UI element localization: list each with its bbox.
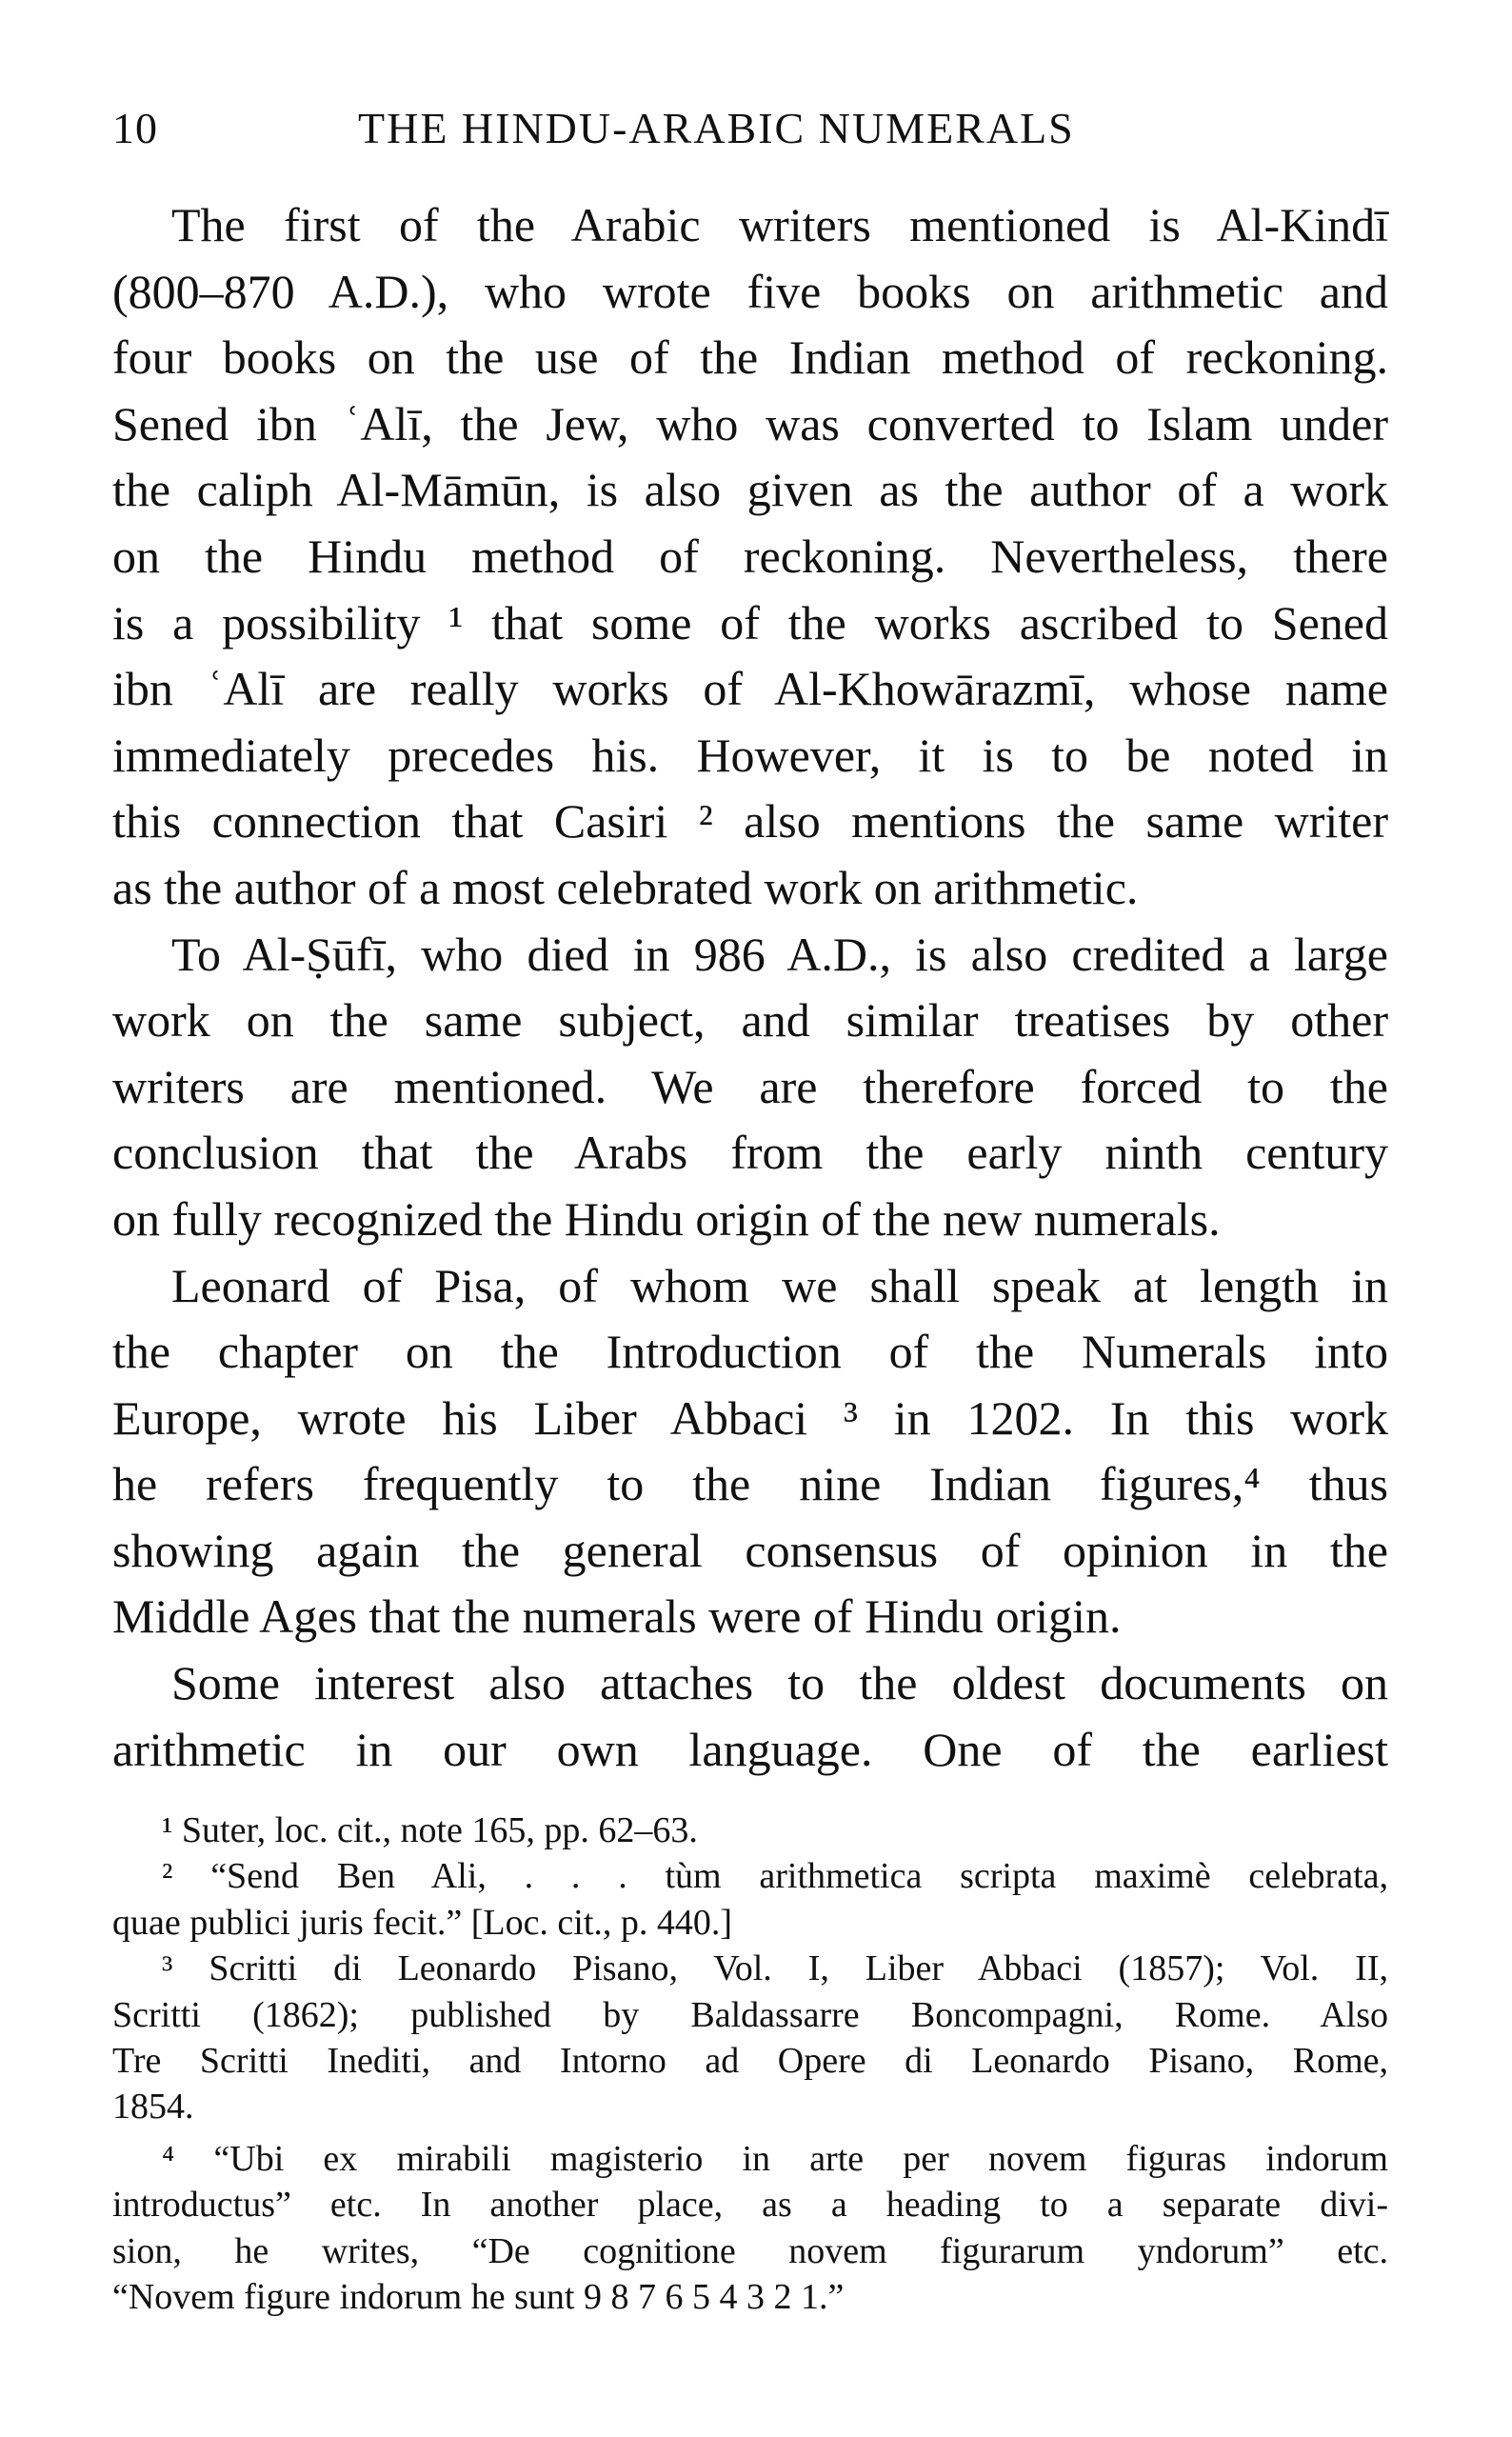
text-line: four books on the use of the Indian method of reckoning.	[112, 330, 1388, 385]
text-line: To Al-Ṣūfī, who died in 986 A.D., is also credited a large	[171, 927, 1388, 981]
page-number: 10	[112, 104, 158, 152]
footnote-line: Scritti (1862); published by Baldassarre Boncompagni, Rome. Also	[112, 1994, 1388, 2035]
text-line: on the Hindu method of reckoning. Nevertheless, there	[112, 529, 1388, 583]
text-line: the chapter on the Introduction of the Numerals into	[112, 1325, 1388, 1379]
text-line: as the author of a most celebrated work on arithmetic.	[112, 860, 1139, 914]
text-line: The first of the Arabic writers mentioned is Al-Kindī	[171, 198, 1388, 251]
text-line: Leonard of Pisa, of whom we shall speak at length in	[171, 1258, 1388, 1312]
text-line: showing again the general consensus of opinion in the	[112, 1523, 1388, 1577]
footnote-line: ³ Scritti di Leonardo Pisano, Vol. I, Liber Abbaci (1857); Vol. II,	[162, 1948, 1388, 1989]
text-line: ibn ʿAlī are really works of Al-Khowārazmī, whose name	[112, 662, 1388, 716]
footnotes	[112, 1808, 1388, 2320]
footnote-line: ¹ Suter, loc. cit., note 165, pp. 62–63.	[162, 1810, 698, 1850]
footnote-line: “Novem figure indorum he sunt 9 8 7 6 5 4 3 2 1.”	[112, 2276, 845, 2317]
text-line: (800–870 A.D.), who wrote five books on arithmetic and	[112, 264, 1388, 318]
text-line: this connection that Casiri ² also mentions the same writer	[112, 794, 1388, 849]
text-line: he refers frequently to the nine Indian figures,⁴ thus	[112, 1457, 1388, 1511]
footnote-line: introductus” etc. In another place, as a heading to a separate divi-	[112, 2185, 1388, 2226]
text-line: Europe, wrote his Liber Abbaci ³ in 1202. In this work	[112, 1390, 1388, 1445]
text-line: is a possibility ¹ that some of the works ascribed to Sened	[112, 595, 1388, 649]
running-header	[112, 103, 1388, 160]
footnote-line: ² “Send Ben Ali, . . . tùm arithmetica scripta maximè celebrata,	[162, 1856, 1388, 1897]
text-line: Sened ibn ʿAlī, the Jew, who was converted to Islam under	[112, 396, 1388, 450]
text-line: writers are mentioned. We are therefore forced to the	[112, 1059, 1388, 1113]
text-line: Some interest also attaches to the oldest documents on	[171, 1656, 1388, 1710]
text-line: the caliph Al-Māmūn, is also given as the author of a work	[112, 463, 1388, 517]
footnote-line: Tre Scritti Inediti, and Intorno ad Opere di Leonardo Pisano, Rome,	[112, 2040, 1388, 2081]
text-line: conclusion that the Arabs from the early ninth century	[112, 1126, 1388, 1180]
text-line: on fully recognized the Hindu origin of the new numerals.	[112, 1191, 1221, 1246]
text-line: Middle Ages that the numerals were of Hindu origin.	[112, 1589, 1122, 1644]
footnote-line: ⁴ “Ubi ex mirabili magisterio in arte per novem figuras indorum	[162, 2138, 1388, 2179]
footnote-line: 1854.	[112, 2087, 194, 2127]
footnote-line: sion, he writes, “De cognitione novem figurarum yndorum” etc.	[112, 2230, 1388, 2271]
text-line: immediately precedes his. However, it is to be noted in	[112, 728, 1388, 782]
body-text	[112, 192, 1388, 1783]
text-line: arithmetic in our own language. One of the earliest	[112, 1722, 1388, 1776]
footnote-line: quae publici juris fecit.” [Loc. cit., p. 440.]	[112, 1902, 733, 1943]
running-title: THE HINDU-ARABIC NUMERALS	[358, 104, 1075, 152]
text-line: work on the same subject, and similar treatises by other	[112, 993, 1388, 1048]
